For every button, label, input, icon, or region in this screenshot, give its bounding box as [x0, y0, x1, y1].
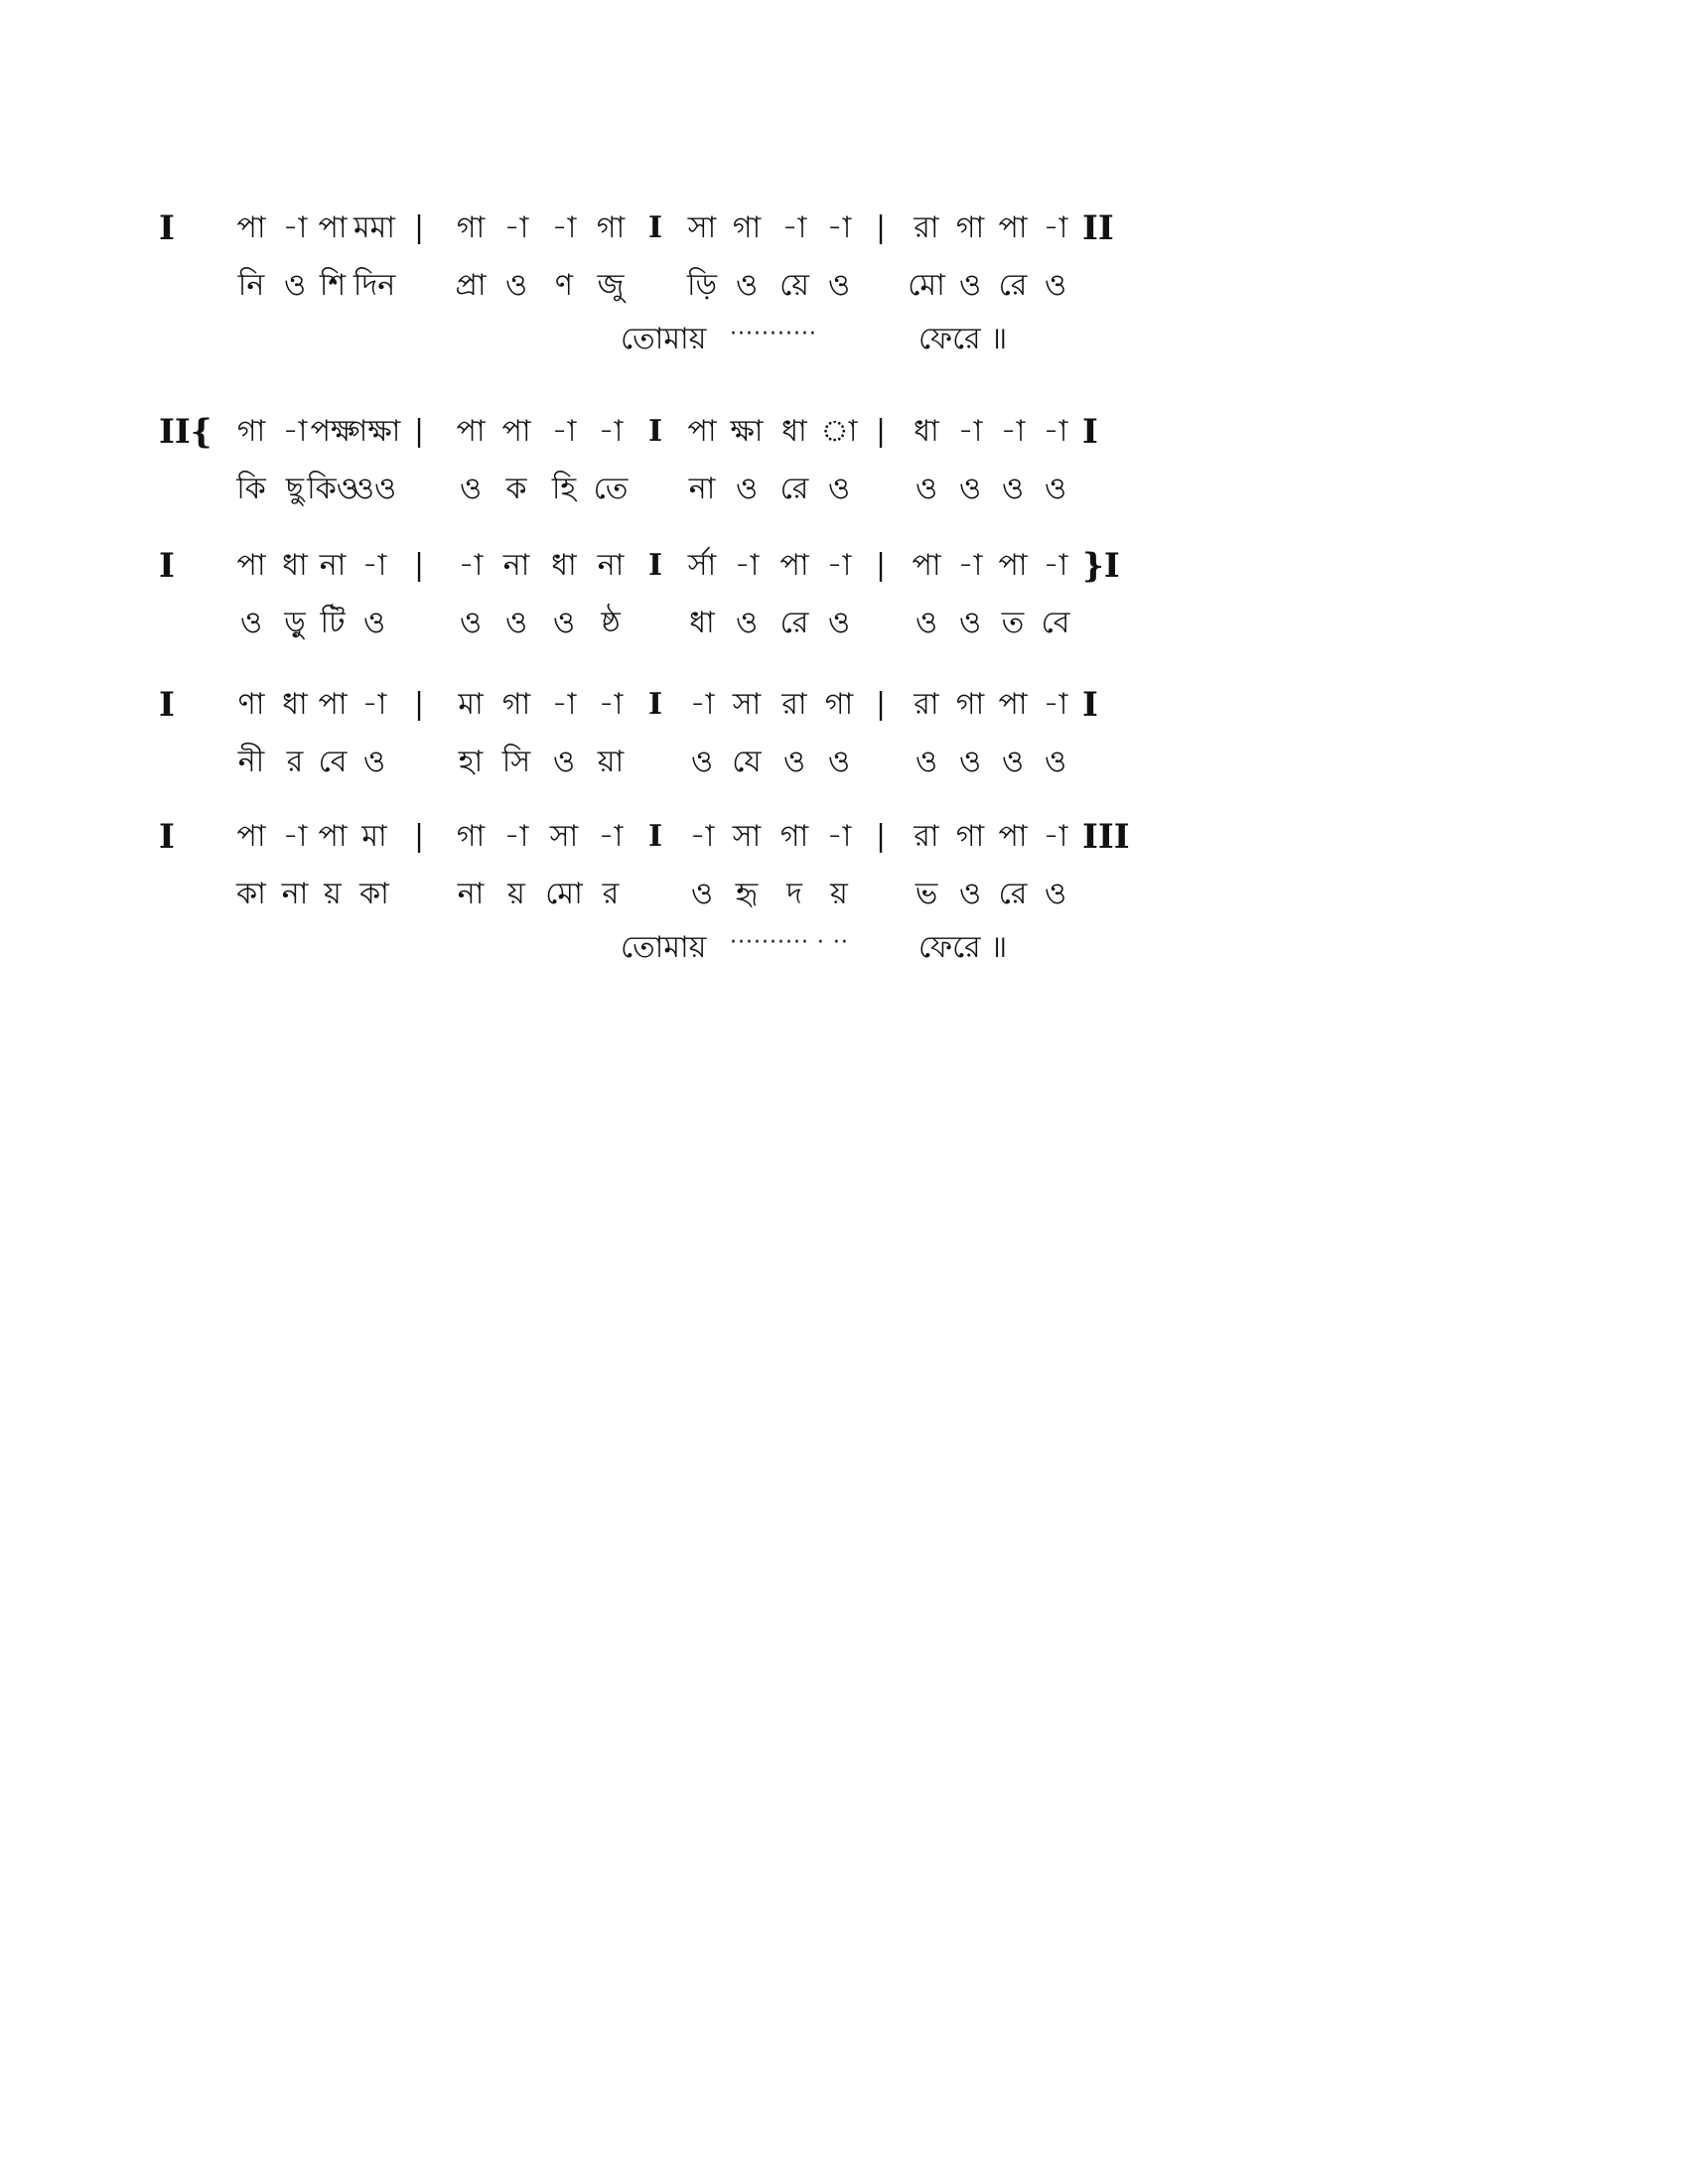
lyric-syllable: রে	[779, 606, 809, 640]
note-syllable: -া	[1043, 414, 1068, 449]
lyrics-row	[0, 599, 1688, 648]
notes-row	[0, 407, 1688, 457]
lyric-syllable: ও	[552, 606, 576, 640]
lyric-syllable: ও	[958, 745, 982, 779]
lyric-syllable: র	[286, 745, 304, 779]
measure-separator: |	[875, 548, 887, 583]
note-syllable: রা	[781, 687, 807, 722]
measure-separator: |	[413, 548, 425, 583]
lyric-syllable: য়	[830, 877, 848, 911]
lyric-syllable: তে	[593, 472, 629, 506]
lyric-syllable: ষ্ঠ	[601, 606, 621, 640]
measure-separator: |	[413, 210, 425, 245]
measure-separator: |	[875, 414, 887, 449]
lyric-syllable: ও	[914, 745, 938, 779]
lyric-syllable: ও	[459, 472, 483, 506]
note-syllable: সা	[732, 687, 762, 722]
lyric-syllable: ভ	[914, 877, 938, 911]
lyric-syllable: ড়ি	[686, 268, 718, 303]
lyric-syllable: ও	[1001, 472, 1025, 506]
note-syllable: -া	[282, 819, 308, 854]
note-syllable: রা	[914, 819, 939, 854]
measure-separator: |	[413, 687, 425, 722]
note-syllable: -া	[1043, 819, 1068, 854]
note-syllable: -া	[689, 819, 715, 854]
lyric-syllable: দ	[786, 877, 802, 911]
lyric-syllable: ছু	[285, 472, 305, 506]
note-syllable: ধা	[282, 548, 308, 583]
lyric-syllable: ও	[735, 472, 759, 506]
lyric-syllable: কা	[359, 877, 389, 911]
note-syllable: া	[820, 414, 858, 449]
lyric-syllable: ও	[690, 745, 714, 779]
note-syllable: -া	[1043, 548, 1068, 583]
lyric-syllable: মো	[908, 268, 945, 303]
lyrics-row	[0, 261, 1688, 311]
lyric-syllable: না	[457, 877, 485, 911]
note-syllable: গা	[779, 819, 809, 854]
lyric-syllable: ও	[914, 606, 938, 640]
measure-separator: |	[413, 414, 425, 449]
measure-separator: I	[647, 687, 663, 722]
lyric-syllable: বে	[1041, 606, 1070, 640]
note-syllable: না	[319, 548, 347, 583]
measure-separator: |	[875, 687, 887, 722]
note-syllable: -া	[826, 548, 852, 583]
note-syllable: ক্ষা	[730, 414, 764, 449]
note-syllable: -া	[458, 548, 484, 583]
note-syllable: গা	[236, 414, 266, 449]
note-syllable: ধা	[914, 414, 939, 449]
note-syllable: মমা	[352, 210, 396, 245]
end-bar-marker: III	[1082, 817, 1130, 857]
lyrics-row	[0, 465, 1688, 514]
start-bar-marker: I	[159, 817, 175, 857]
refrain-dots: ···········	[730, 322, 817, 346]
note-syllable: গা	[456, 210, 486, 245]
notes-row	[0, 680, 1688, 730]
note-syllable: পা	[236, 819, 266, 854]
lyric-syllable: ও	[958, 877, 982, 911]
note-syllable: -া	[957, 414, 983, 449]
lyric-syllable: য়	[507, 877, 525, 911]
note-syllable: রা	[914, 210, 939, 245]
lyric-syllable: ও	[459, 606, 483, 640]
lyric-syllable: ণ	[554, 268, 574, 303]
measure-separator: I	[647, 414, 663, 449]
note-syllable: -া	[282, 414, 308, 449]
note-syllable: -া	[361, 548, 387, 583]
refrain-dots: ·········· · ··	[730, 930, 849, 955]
lyric-syllable: নি	[237, 268, 265, 303]
end-bar-marker: I	[1082, 412, 1098, 452]
note-syllable: -া	[1043, 687, 1068, 722]
note-syllable: পা	[998, 687, 1028, 722]
note-syllable: রা	[914, 687, 939, 722]
note-syllable: গা	[732, 210, 762, 245]
start-bar-marker: I	[159, 685, 175, 725]
note-syllable: সা	[549, 819, 579, 854]
notes-row	[0, 541, 1688, 591]
note-syllable: গা	[596, 210, 626, 245]
lyric-syllable: ও	[362, 745, 386, 779]
lyric-syllable: রে	[779, 472, 809, 506]
refrain-end: ফেরে ॥	[918, 930, 1008, 965]
lyric-syllable: ও	[504, 606, 528, 640]
start-bar-marker: II{	[159, 412, 212, 452]
lyric-syllable: কি	[236, 472, 266, 506]
lyric-syllable: ও	[827, 472, 851, 506]
note-syllable: ধা	[282, 687, 308, 722]
lyric-syllable: ও	[827, 268, 851, 303]
lyric-syllable: হৃ	[735, 877, 759, 911]
note-syllable: গা	[955, 210, 985, 245]
lyric-syllable: ও	[735, 606, 759, 640]
note-syllable: পক্ষ	[310, 414, 355, 449]
lyrics-row	[0, 870, 1688, 919]
lyric-syllable: ও	[690, 877, 714, 911]
note-syllable: -া	[282, 210, 308, 245]
lyric-syllable: ও	[827, 606, 851, 640]
lyric-syllable: ও	[782, 745, 806, 779]
refrain-end: ফেরে ॥	[918, 322, 1008, 356]
lyric-syllable: ও	[283, 268, 307, 303]
refrain-start: তোমায়	[621, 930, 707, 965]
note-syllable: গক্ষা	[348, 414, 401, 449]
note-syllable: র্সা	[687, 548, 717, 583]
note-syllable: -া	[361, 687, 387, 722]
note-syllable: পা	[912, 548, 941, 583]
lyric-syllable: না	[688, 472, 716, 506]
end-bar-marker: I	[1082, 685, 1098, 725]
measure-separator: |	[875, 210, 887, 245]
note-syllable: ণা	[237, 687, 265, 722]
note-syllable: -া	[551, 210, 577, 245]
note-syllable: ধা	[781, 414, 807, 449]
lyric-syllable: ও	[239, 606, 263, 640]
note-syllable: সা	[732, 819, 762, 854]
measure-separator: |	[413, 819, 425, 854]
note-syllable: -া	[826, 819, 852, 854]
note-syllable: পা	[501, 414, 531, 449]
lyric-syllable: রে	[998, 268, 1028, 303]
lyric-syllable: ও	[1044, 472, 1067, 506]
measure-separator: I	[647, 819, 663, 854]
lyric-syllable: ও	[735, 268, 759, 303]
lyric-syllable: কা	[236, 877, 266, 911]
note-syllable: -া	[1043, 210, 1068, 245]
note-syllable: পা	[687, 414, 717, 449]
lyric-syllable: ধা	[689, 606, 715, 640]
note-syllable: পা	[236, 210, 266, 245]
lyric-syllable: ও	[958, 472, 982, 506]
lyric-syllable: ত	[1001, 606, 1025, 640]
end-bar-marker: II	[1082, 208, 1114, 248]
note-syllable: পা	[998, 819, 1028, 854]
note-syllable: ধা	[551, 548, 577, 583]
lyric-syllable: য়া	[597, 745, 625, 779]
note-syllable: পা	[779, 548, 809, 583]
lyric-syllable: য়ে	[779, 268, 809, 303]
note-syllable: -া	[689, 687, 715, 722]
lyric-syllable: ও	[552, 745, 576, 779]
lyric-syllable: ও	[914, 472, 938, 506]
lyric-syllable: ও	[1044, 268, 1067, 303]
lyric-syllable: ক	[505, 472, 527, 506]
lyric-syllable: মো	[545, 877, 583, 911]
note-syllable: পা	[236, 548, 266, 583]
lyric-syllable: দিন	[352, 268, 396, 303]
measure-separator: I	[647, 548, 663, 583]
refrain-start: তোমায়	[621, 322, 707, 356]
note-syllable: মা	[361, 819, 387, 854]
start-bar-marker: I	[159, 208, 175, 248]
lyric-syllable: কিও	[307, 472, 358, 506]
note-syllable: গা	[955, 687, 985, 722]
note-syllable: -া	[551, 687, 577, 722]
note-syllable: -া	[503, 819, 529, 854]
lyric-syllable: ওও	[352, 472, 397, 506]
lyric-syllable: ও	[958, 606, 982, 640]
note-syllable: সা	[687, 210, 717, 245]
measure-separator: I	[647, 210, 663, 245]
note-syllable: গা	[501, 687, 531, 722]
measure-separator: |	[875, 819, 887, 854]
lyric-syllable: শি	[319, 268, 347, 303]
lyric-syllable: ও	[827, 745, 851, 779]
note-syllable: -া	[503, 210, 529, 245]
note-syllable: -া	[598, 414, 624, 449]
start-bar-marker: I	[159, 546, 175, 586]
note-syllable: -া	[781, 210, 807, 245]
note-syllable: না	[597, 548, 625, 583]
note-syllable: -া	[734, 548, 760, 583]
lyric-syllable: হি	[551, 472, 577, 506]
lyric-syllable: টি	[320, 606, 346, 640]
lyric-syllable: না	[281, 877, 309, 911]
note-syllable: পা	[318, 819, 348, 854]
lyric-syllable: হা	[458, 745, 484, 779]
note-syllable: পা	[998, 210, 1028, 245]
lyric-syllable: রে	[998, 877, 1028, 911]
note-syllable: গা	[955, 819, 985, 854]
refrain-line	[0, 315, 1688, 364]
lyric-syllable: ও	[504, 268, 528, 303]
lyric-syllable: ও	[1044, 745, 1067, 779]
lyric-syllable: র	[602, 877, 620, 911]
lyric-syllable: বে	[318, 745, 348, 779]
lyric-syllable: প্রা	[455, 268, 487, 303]
note-syllable: -া	[551, 414, 577, 449]
note-syllable: মা	[458, 687, 484, 722]
lyric-syllable: য়	[324, 877, 342, 911]
refrain-line	[0, 923, 1688, 973]
lyric-syllable: নী	[237, 745, 265, 779]
note-syllable: -া	[598, 819, 624, 854]
notes-row	[0, 812, 1688, 862]
lyric-syllable: ড়ু	[284, 606, 306, 640]
note-syllable: পা	[318, 210, 348, 245]
notes-row	[0, 204, 1688, 253]
end-bar-marker: }I	[1082, 546, 1120, 586]
lyric-syllable: ও	[1044, 877, 1067, 911]
lyric-syllable: জু	[597, 268, 625, 303]
note-syllable: -া	[957, 548, 983, 583]
note-syllable: -া	[1000, 414, 1026, 449]
note-syllable: গা	[456, 819, 486, 854]
lyric-syllable: যে	[732, 745, 762, 779]
note-syllable: -া	[598, 687, 624, 722]
lyric-syllable: ও	[958, 268, 982, 303]
note-syllable: -া	[826, 210, 852, 245]
note-syllable: পা	[998, 548, 1028, 583]
lyric-syllable: সি	[501, 745, 531, 779]
note-syllable: না	[502, 548, 530, 583]
note-syllable: পা	[318, 687, 348, 722]
lyric-syllable: ও	[362, 606, 386, 640]
lyrics-row	[0, 738, 1688, 787]
note-syllable: পা	[456, 414, 486, 449]
lyric-syllable: ও	[1001, 745, 1025, 779]
note-syllable: গা	[824, 687, 854, 722]
